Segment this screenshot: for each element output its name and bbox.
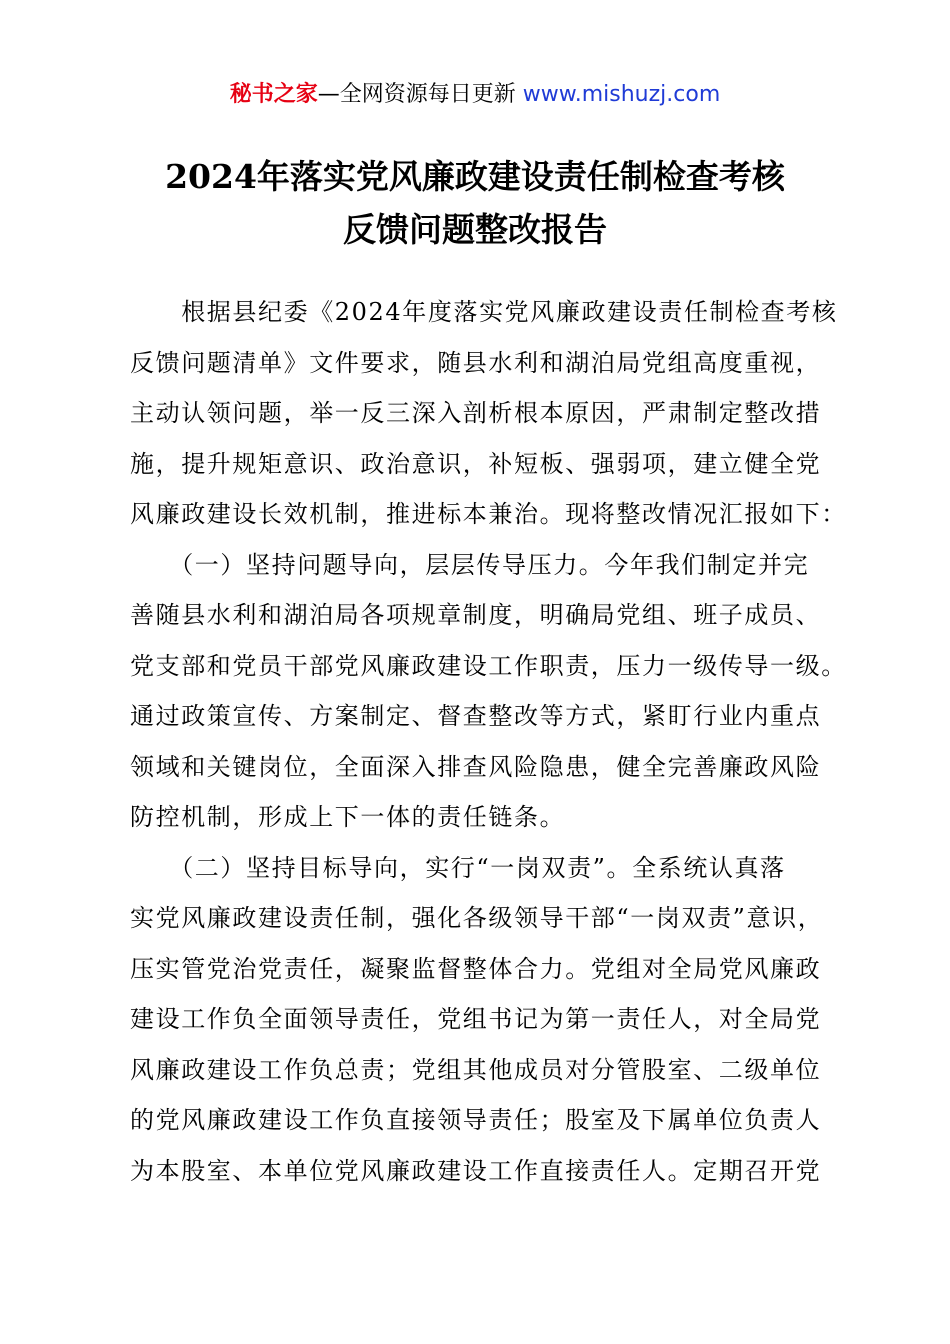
site-header xyxy=(0,80,950,110)
body-line: 主动认领问题，举一反三深入剖析根本原因，严肃制定整改措 xyxy=(130,399,822,427)
body-line: 防控机制，形成上下一体的责任链条。 xyxy=(130,803,566,831)
body-line: 风廉政建设长效机制，推进标本兼治。现将整改情况汇报如下： xyxy=(130,500,847,528)
body-line: 党支部和党员干部党风廉政建设工作职责，压力一级传导一级。 xyxy=(130,651,847,680)
body-line: （一）坚持问题导向，层层传导压力。今年我们制定并完 xyxy=(130,550,810,579)
body-line: 通过政策宣传、方案制定、督查整改等方式，紧盯行业内重点 xyxy=(130,702,822,730)
body-line: 为本股室、本单位党风廉政建设工作直接责任人。定期召开党 xyxy=(130,1156,822,1185)
body-line: 风廉政建设工作负总责；党组其他成员对分管股室、二级单位 xyxy=(130,1055,822,1084)
body-line: 施，提升规矩意识、政治意识，补短板、强弱项，建立健全党 xyxy=(130,449,822,478)
brand-name: 秘书之家 xyxy=(229,82,318,107)
body-line: 根据县纪委《2024年度落实党风廉政建设责任制检查考核 xyxy=(130,298,838,326)
site-url-link[interactable]: www.mishuzj.com xyxy=(522,82,721,107)
document-title-line-2: 反馈问题整改报告 xyxy=(343,210,607,249)
body-line: 实党风廉政建设责任制，强化各级领导干部“一岗双责”意识， xyxy=(130,904,824,932)
body-line: 压实管党治党责任，凝聚监督整体合力。党组对全局党风廉政 xyxy=(130,954,822,983)
body-line: 反馈问题清单》文件要求，随县水利和湖泊局党组高度重视， xyxy=(130,348,822,377)
header-tagline: —全网资源每日更新 xyxy=(317,82,516,107)
document-body xyxy=(130,287,847,1196)
body-line: 善随县水利和湖泊局各项规章制度，明确局党组、班子成员、 xyxy=(130,601,822,629)
body-line: （二）坚持目标导向，实行“一岗双责”。全系统认真落 xyxy=(130,853,786,882)
body-line: 领域和关键岗位，全面深入排查风险隐患，健全完善廉政风险 xyxy=(130,752,822,781)
body-line: 建设工作负全面领导责任，党组书记为第一责任人，对全局党 xyxy=(130,1005,822,1033)
body-line: 的党风廉政建设工作负直接领导责任；股室及下属单位负责人 xyxy=(130,1106,822,1134)
document-title-line-1: 2024年落实党风廉政建设责任制检查考核 xyxy=(165,157,785,196)
